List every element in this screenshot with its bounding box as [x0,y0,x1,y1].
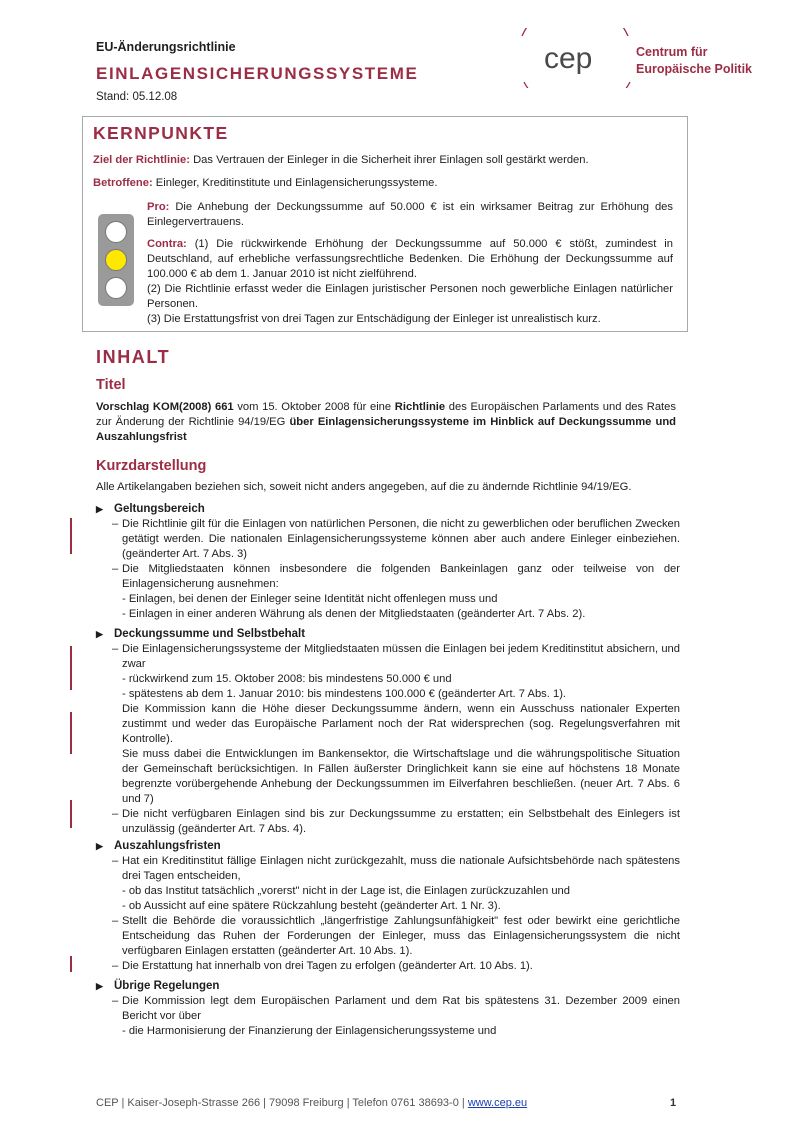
change-bar [70,800,72,828]
document-date: Stand: 05.12.08 [96,91,178,103]
pro-body: Die Anhebung der Deckungssumme auf 50.000 € ist ein wirksamer Beitrag zur Erhöhung des Einlegervertrauens. [147,201,673,228]
titel-heading: Titel [96,377,126,393]
section-title [96,978,680,994]
logo-line-2: Europäische Politik [636,62,753,76]
list-item: – Die Richtlinie gilt für die Einlagen von natürlichen Personen, die nicht zu gewerblichen oder beruflichen Zwecken getätigt werden. Die nationalen Einlagensicherungssysteme können aber auch andere Einleger einbeziehen. (geänderter Art. 7 Abs. 3) [112,518,680,560]
section-uebrige-regelungen [96,978,680,1039]
pro-label: Pro: [147,201,170,213]
contra-text [147,237,673,327]
item-text: Die Mitgliedstaaten können insbesondere die folgenden Bankeinlagen ganz oder teilweise von der Einlagensicherung ausnehmen: [122,563,680,590]
item-text: Die Richtlinie gilt für die Einlagen von natürlichen Personen, die nicht zu gewerblichen oder beruflichen Zwecken getätigt werden. Die nationalen Einlagensicherungssysteme können aber auch andere Einleger einbeziehen. (geänderter Art. 7 Abs. 3) [122,518,680,560]
item-text: Die Einlagensicherungssysteme der Mitgliedstaaten müssen die Einlagen bei jedem Kreditinstitut absichern, und zwar [122,643,680,670]
logo-line-1: Centrum für [636,45,708,59]
item-text: Die Erstattung hat innerhalb von drei Tagen zu erfolgen (geänderter Art. 10 Abs. 1). [122,960,533,972]
traffic-light-top-icon [105,221,127,243]
sub-item: - rückwirkend zum 15. Oktober 2008: bis mindestens 50.000 € und [122,673,452,685]
ziel-line [93,153,683,168]
ziel-label: Ziel der Richtlinie: [93,154,190,166]
footer-website-link[interactable]: www.cep.eu [467,1097,528,1109]
sub-item: - Einlagen, bei denen der Einleger seine Identität nicht offenlegen muss und [122,593,498,605]
section-deckungssumme [96,626,680,837]
section-auszahlungsfristen [96,838,680,974]
sub-item: - Einlagen in einer anderen Währung als denen der Mitgliedstaaten (geänderter Art. 7 Abs. 2). [122,608,586,620]
kurz-heading: Kurzdarstellung [96,458,207,474]
kurz-intro: Alle Artikelangaben beziehen sich, soweit nicht anders angegeben, auf die zu ändernde Richtlinie 94/19/EG. [96,481,632,493]
contra-label: Contra: [147,238,187,250]
titel-subject: über Einlagensicherungssysteme im Hinblick auf Deckungssumme und Auszahlungsfrist [96,416,676,443]
list-item: – Hat ein Kreditinstitut fällige Einlagen nicht zurückgezahlt, muss die nationale Aufsichtsbehörde nach spätestens drei Tagen entscheiden, [112,855,680,882]
section-geltungsbereich [96,501,680,622]
list-item: – Die nicht verfügbaren Einlagen sind bis zur Deckungssumme zu erstatten; ein Selbstbehalt des Einlegers ist unzulässig (geänderter Art. 7 Abs. 4). [112,808,680,835]
document-title: EINLAGENSICHERUNGSSYSTEME [96,64,419,83]
cep-logo-icon [510,28,640,88]
betroffene-line [93,176,683,191]
change-bar [70,956,72,972]
triangle-bullet-icon: ▶ [96,629,103,639]
document-type: EU-Änderungsrichtlinie [96,40,236,54]
section-title [96,501,680,517]
sub-item: - ob das Institut tatsächlich „vorerst" nicht in der Lage ist, die Einlagen zurückzuzahlen und [122,885,570,897]
triangle-bullet-icon: ▶ [96,981,103,991]
list-item: – Die Erstattung hat innerhalb von drei Tagen zu erfolgen (geänderter Art. 10 Abs. 1). [112,960,533,972]
section-title-text: Auszahlungsfristen [114,840,221,852]
section-title-text: Übrige Regelungen [114,980,220,992]
inhalt-title: INHALT [96,347,171,367]
titel-text-1: vom 15. Oktober 2008 für eine [233,401,395,413]
titel-paragraph [96,400,676,445]
section-title-text: Deckungssumme und Selbstbehalt [114,628,306,640]
item-text: Die Kommission legt dem Europäischen Parlament und dem Rat bis spätestens 31. Dezember 2009 einen Bericht vor über [122,995,680,1022]
sub-item: - ob Aussicht auf eine spätere Rückzahlung besteht (geänderter Art. 1 Nr. 3). [122,900,501,912]
list-item: – Stellt die Behörde die voraussichtlich „längerfristige Zahlungsunfähigkeit" fest oder bewirkt eine gerichtliche Entscheidung das Ruhen der Forderungen der Einleger, muss das Einlagensicherungssystem die nicht verfügbaren Einlagen erstatten (geänderter Art. 10 Abs. 1). [112,915,680,957]
titel-proposal: Vorschlag KOM(2008) 661 [96,401,234,413]
list-item: – Die Mitgliedstaaten können insbesondere die folgenden Bankeinlagen ganz oder teilweise von der Einlagensicherung ausnehmen: [112,563,680,590]
change-bar [70,712,72,754]
section-title [96,626,680,642]
sub-item: - spätestens ab dem 1. Januar 2010: bis mindestens 100.000 € (geänderter Art. 7 Abs. 1). [122,688,567,700]
list-item: – Die Kommission legt dem Europäischen Parlament und dem Rat bis spätestens 31. Dezember 2009 einen Bericht vor über [112,995,680,1022]
sub-item: Sie muss dabei die Entwicklungen im Bankensektor, die Wirtschaftslage und die währungspolitische Situation der Gemeinschaft berücksichtigen. In Fällen äußerster Dringlichkeit kann sie eine auf höchstens 18 Monate begrenzte vorübergehende Anhebung der Deckungssummen im Eilverfahren beschließen. (neuer Art. 7 Abs. 6 und 7) [122,748,680,805]
kernpunkte-title: KERNPUNKTE [93,123,229,143]
section-title [96,838,680,854]
logo-letters: cep [544,42,593,75]
betroffene-label: Betroffene: [93,177,153,189]
triangle-bullet-icon: ▶ [96,504,103,514]
item-text: Stellt die Behörde die voraussichtlich „längerfristige Zahlungsunfähigkeit" fest oder bewirkt eine gerichtliche Entscheidung das Ruhen der Forderungen der Einleger, muss das Einlagensicherungssystem die nicht verfügbaren Einlagen erstatten (geänderter Art. 10 Abs. 1). [122,915,680,957]
item-text: Hat ein Kreditinstitut fällige Einlagen nicht zurückgezahlt, muss die nationale Aufsichtsbehörde nach spätestens drei Tagen entscheiden, [122,855,680,882]
pro-text [147,200,673,230]
titel-text-2: des Europäischen Parlaments und des Rates zur Änderung der Richtlinie 94/19/EG [96,401,676,428]
traffic-light-yellow-icon [105,249,127,271]
traffic-light-icon [98,214,134,306]
contra-3: (3) Die Erstattungsfrist von drei Tagen zur Entschädigung der Einleger ist unrealistisch kurz. [147,313,601,325]
change-bar [70,646,72,690]
traffic-light-bottom-icon [105,277,127,299]
betroffene-text: Einleger, Kreditinstitute und Einlagensicherungssysteme. [152,177,438,189]
footer [96,1097,527,1109]
titel-richtlinie: Richtlinie [394,401,446,413]
triangle-bullet-icon: ▶ [96,841,103,851]
contra-2: (2) Die Richtlinie erfasst weder die Einlagen juristischer Personen noch gewerbliche Einlagen natürlicher Personen. [147,283,673,310]
footer-address: CEP | Kaiser-Joseph-Strasse 266 | 79098 Freiburg | Telefon 0761 38693-0 | [96,1097,468,1109]
section-title-text: Geltungsbereich [114,503,205,515]
item-text: Die nicht verfügbaren Einlagen sind bis zur Deckungssumme zu erstatten; ein Selbstbehalt des Einlegers ist unzulässig (geänderter Art. 7 Abs. 4). [122,808,680,835]
sub-item: Die Kommission kann die Höhe dieser Deckungssumme ändern, wenn ein Ausschuss nationaler Experten zustimmt und weder das Europäische Parlament noch der Rat widersprechen (sog. Regelungsverfahren mit Kontrolle). [122,703,680,745]
change-bar [70,518,72,554]
sub-item: - die Harmonisierung der Finanzierung der Einlagensicherungssysteme und [122,1025,497,1037]
logo-text [636,44,752,78]
ziel-text: Das Vertrauen der Einleger in die Sicherheit ihrer Einlagen soll gestärkt werden. [189,154,589,166]
list-item: – Die Einlagensicherungssysteme der Mitgliedstaaten müssen die Einlagen bei jedem Kreditinstitut absichern, und zwar [112,643,680,670]
page-number: 1 [670,1097,677,1109]
contra-1: (1) Die rückwirkende Erhöhung der Deckungssumme auf 50.000 € stößt, zumindest in Deutschland, auf erhebliche verfassungsrechtliche Bedenken. Die Erhöhung der Deckungssumme auf 100.000 € ab dem 1. Januar 2010 ist nicht zielführend. [147,238,673,280]
